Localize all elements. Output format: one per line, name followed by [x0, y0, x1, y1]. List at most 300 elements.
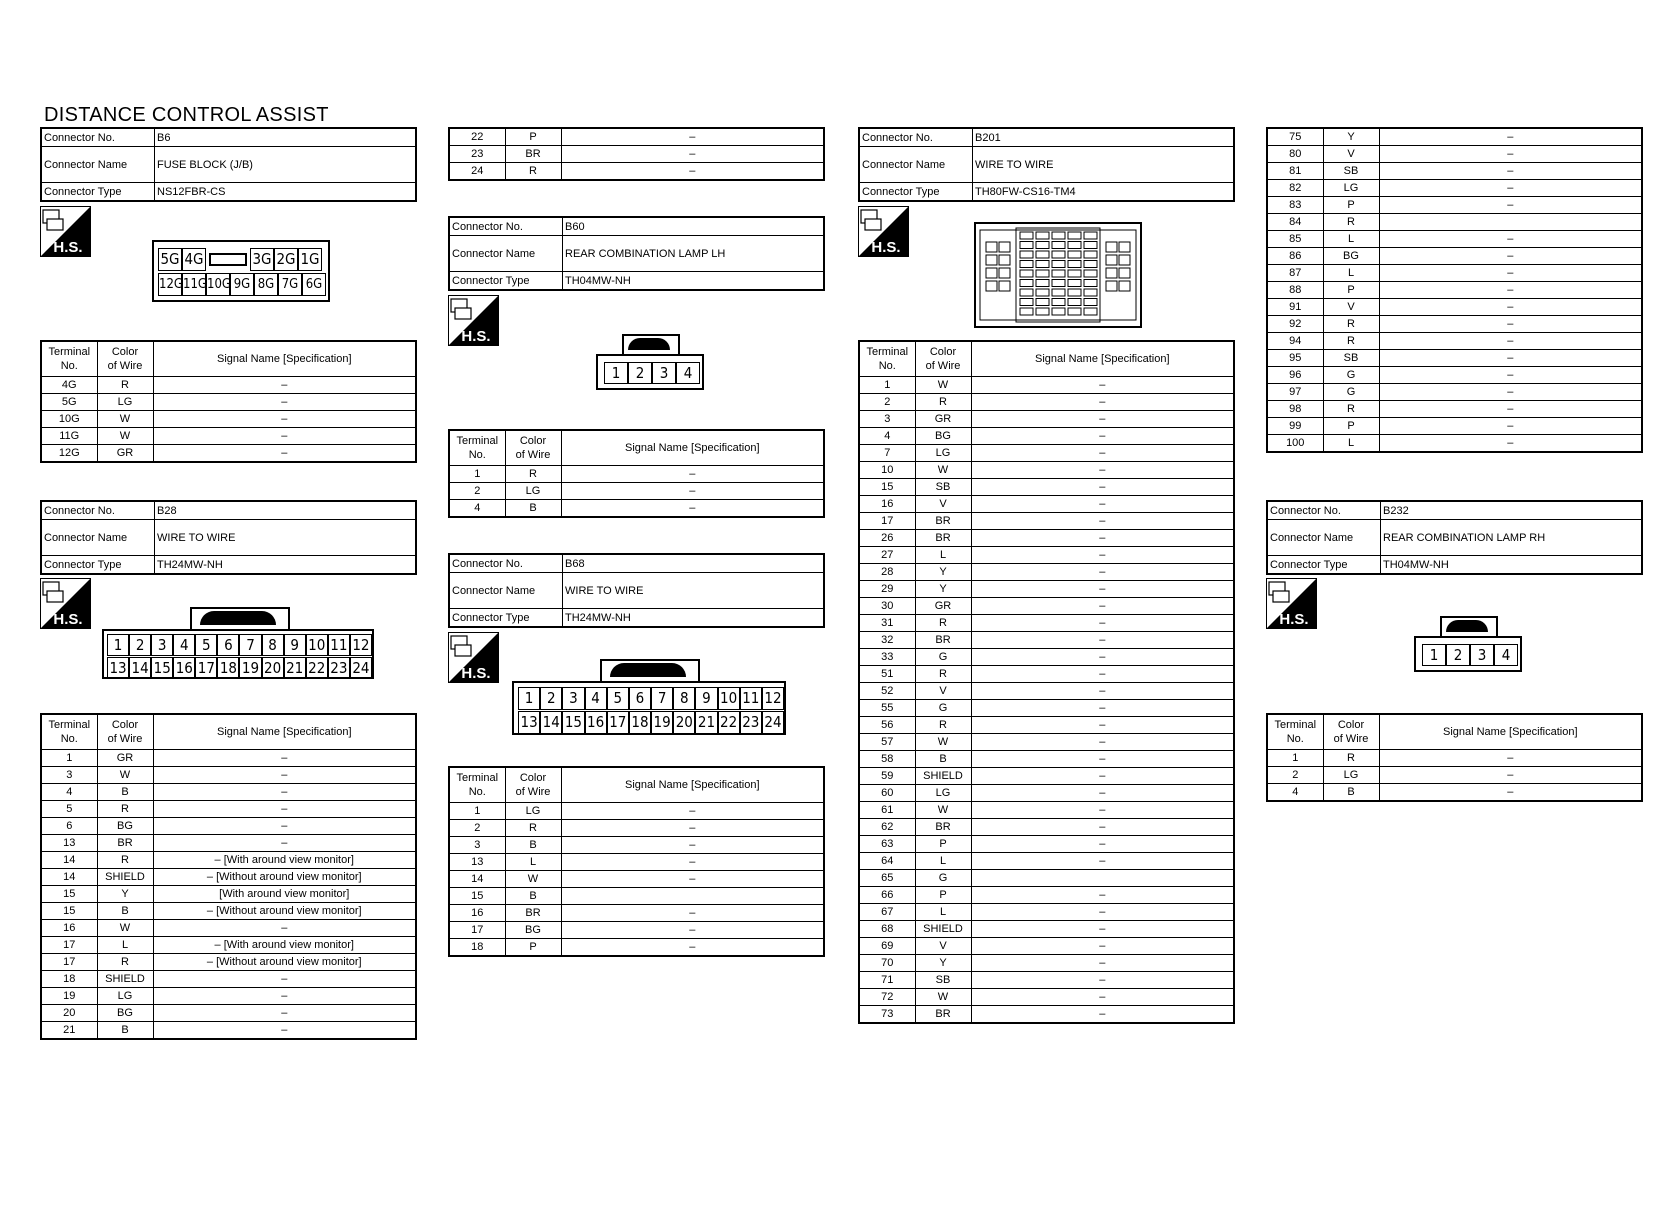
table-row	[449, 128, 824, 146]
color-cell: P	[1323, 282, 1379, 299]
header-color-line2: of Wire	[107, 733, 143, 745]
table-row	[1267, 265, 1642, 282]
signal-cell: –	[1379, 767, 1642, 784]
connector-cavity	[986, 281, 997, 291]
color-cell: Y	[915, 955, 971, 972]
harness-side-label: H.S.	[1279, 611, 1309, 628]
table-row	[1267, 248, 1642, 265]
connector-key-slot	[209, 253, 247, 266]
table-row	[41, 428, 416, 445]
table-row	[41, 445, 416, 463]
signal-cell: –	[153, 428, 416, 445]
connector-pin: 7	[651, 687, 673, 710]
signal-cell: –	[971, 598, 1234, 615]
table-row	[859, 462, 1234, 479]
table-row	[449, 803, 824, 820]
color-cell: B	[97, 903, 153, 920]
table-row	[1267, 128, 1642, 146]
connector-pin: 4	[173, 634, 195, 656]
header-color	[505, 430, 561, 466]
color-cell: BR	[915, 513, 971, 530]
terminal-cell: 86	[1267, 248, 1323, 265]
terminal-cell: 71	[859, 972, 915, 989]
connector-pin: 1	[107, 634, 129, 656]
terminal-cell: 69	[859, 938, 915, 955]
terminal-cell: 5	[41, 801, 97, 818]
terminal-table-b201-continued	[1266, 127, 1643, 453]
connector-pin: 8	[673, 687, 695, 710]
connector-cavity	[1052, 308, 1065, 315]
table-row	[859, 394, 1234, 411]
connector-info-b201	[858, 127, 1235, 202]
terminal-cell: 27	[859, 547, 915, 564]
connector-pin: 18	[217, 657, 239, 679]
table-row	[1267, 333, 1642, 350]
connector-pin: 6G	[302, 273, 326, 296]
connector-no: B232	[1381, 501, 1643, 520]
terminal-cell: 23	[449, 146, 505, 163]
table-row	[41, 1005, 416, 1022]
connector-pin: 14	[540, 711, 562, 734]
header-terminal	[449, 430, 505, 466]
terminal-cell: 10G	[41, 411, 97, 428]
table-row	[1267, 367, 1642, 384]
color-cell: B	[97, 1022, 153, 1040]
terminal-table-b60	[448, 429, 825, 518]
table-row	[859, 411, 1234, 428]
color-cell: R	[97, 801, 153, 818]
table-row	[449, 500, 824, 518]
label-connector-name: Connector Name	[449, 236, 563, 272]
connector-no: B6	[155, 128, 417, 147]
connector-pin: 10G	[206, 273, 230, 296]
connector-cavity	[1020, 308, 1033, 315]
color-cell: R	[505, 466, 561, 483]
table-row	[859, 581, 1234, 598]
signal-cell: –	[153, 818, 416, 835]
color-cell: W	[915, 802, 971, 819]
signal-cell	[1379, 214, 1642, 231]
color-cell: SB	[1323, 163, 1379, 180]
header-terminal-line1: Terminal	[48, 346, 91, 358]
harness-side-icon	[40, 578, 91, 629]
terminal-cell: 3	[41, 767, 97, 784]
connector-cavity	[1052, 261, 1065, 268]
connector-cavity	[1106, 255, 1117, 265]
signal-cell: –	[971, 462, 1234, 479]
table-row	[449, 905, 824, 922]
connector-cavity	[1084, 299, 1097, 306]
connector-cavity	[1020, 232, 1033, 239]
connector-cavity	[1068, 232, 1081, 239]
terminal-cell: 3	[859, 411, 915, 428]
signal-cell: – [Without around view monitor]	[153, 954, 416, 971]
terminal-cell: 98	[1267, 401, 1323, 418]
signal-cell: –	[971, 428, 1234, 445]
terminal-cell: 87	[1267, 265, 1323, 282]
harness-side-label: H.S.	[53, 239, 83, 256]
table-row	[859, 649, 1234, 666]
header-color-line1: Color	[929, 346, 957, 358]
connector-pin: 14	[129, 657, 151, 679]
terminal-cell: 1	[859, 377, 915, 394]
table-row	[859, 734, 1234, 751]
color-cell: W	[97, 767, 153, 784]
signal-cell: –	[971, 632, 1234, 649]
connector-name: FUSE BLOCK (J/B)	[155, 147, 417, 183]
table-header-row	[859, 341, 1234, 377]
color-cell: GR	[915, 598, 971, 615]
connector-pin: 3G	[250, 248, 274, 271]
color-cell: P	[505, 939, 561, 957]
terminal-cell: 4	[449, 500, 505, 518]
table-row	[859, 513, 1234, 530]
terminal-cell: 22	[449, 128, 505, 146]
terminal-cell: 28	[859, 564, 915, 581]
table-row	[859, 700, 1234, 717]
signal-cell: –	[1379, 418, 1642, 435]
color-cell: V	[1323, 299, 1379, 316]
signal-cell: –	[1379, 401, 1642, 418]
header-terminal	[41, 714, 97, 750]
connector-cavity	[999, 281, 1010, 291]
color-cell: R	[1323, 316, 1379, 333]
signal-cell: –	[153, 920, 416, 937]
color-cell: Y	[97, 886, 153, 903]
table-row	[859, 615, 1234, 632]
table-row	[41, 784, 416, 801]
color-cell: R	[97, 954, 153, 971]
table-row	[1267, 316, 1642, 333]
connector-cavity	[1020, 242, 1033, 249]
connector-info-b232	[1266, 500, 1643, 575]
label-connector-no: Connector No.	[449, 554, 563, 573]
header-terminal-line2: No.	[1286, 733, 1304, 745]
table-row	[859, 921, 1234, 938]
connector-cavity	[1036, 299, 1049, 306]
connector-cavity	[1106, 242, 1117, 252]
color-cell: L	[915, 547, 971, 564]
color-cell: W	[97, 428, 153, 445]
terminal-cell: 4	[41, 784, 97, 801]
signal-cell: –	[971, 700, 1234, 717]
signal-cell: –	[971, 972, 1234, 989]
terminal-cell: 55	[859, 700, 915, 717]
color-cell: P	[915, 887, 971, 904]
terminal-cell: 26	[859, 530, 915, 547]
color-cell: SB	[915, 972, 971, 989]
color-cell: B	[97, 784, 153, 801]
signal-cell: –	[1379, 248, 1642, 265]
connector-cavity	[1119, 242, 1130, 252]
terminal-cell: 52	[859, 683, 915, 700]
connector-housing	[980, 230, 1136, 320]
signal-cell: – [Without around view monitor]	[153, 869, 416, 886]
connector-no: B60	[563, 217, 825, 236]
connector-cavity	[1036, 232, 1049, 239]
color-cell: SHIELD	[97, 869, 153, 886]
table-row	[859, 972, 1234, 989]
signal-cell: –	[153, 750, 416, 767]
connector-type: TH80FW-CS16-TM4	[973, 183, 1235, 202]
connector-face-b201	[974, 222, 1142, 328]
terminal-cell: 59	[859, 768, 915, 785]
header-terminal-line2: No.	[468, 449, 486, 461]
table-row	[41, 394, 416, 411]
terminal-cell: 82	[1267, 180, 1323, 197]
color-cell: LG	[505, 483, 561, 500]
color-cell: LG	[97, 394, 153, 411]
signal-cell: –	[561, 837, 824, 854]
harness-side-label: H.S.	[461, 328, 491, 345]
connector-pin: 2	[540, 687, 562, 710]
terminal-cell: 18	[449, 939, 505, 957]
label-connector-name: Connector Name	[1267, 520, 1381, 556]
table-row	[41, 377, 416, 394]
terminal-cell: 1	[449, 803, 505, 820]
color-cell: R	[915, 394, 971, 411]
connector-cavity	[1084, 251, 1097, 258]
terminal-cell: 2	[1267, 767, 1323, 784]
signal-cell: –	[971, 836, 1234, 853]
signal-cell: –	[971, 1006, 1234, 1024]
terminal-cell: 16	[41, 920, 97, 937]
header-terminal-line1: Terminal	[456, 772, 499, 784]
signal-cell: –	[561, 871, 824, 888]
connector-name: REAR COMBINATION LAMP RH	[1381, 520, 1643, 556]
terminal-cell: 31	[859, 615, 915, 632]
connector-pin: 4	[676, 362, 700, 384]
signal-cell: –	[561, 922, 824, 939]
terminal-cell: 20	[41, 1005, 97, 1022]
table-row	[859, 717, 1234, 734]
table-row	[449, 888, 824, 905]
table-row	[449, 466, 824, 483]
terminal-cell: 95	[1267, 350, 1323, 367]
signal-cell: –	[1379, 299, 1642, 316]
color-cell: B	[505, 500, 561, 518]
connector-cavity	[1052, 280, 1065, 287]
table-row	[1267, 163, 1642, 180]
color-cell: P	[505, 128, 561, 146]
table-row	[859, 632, 1234, 649]
table-row	[859, 751, 1234, 768]
color-cell: P	[1323, 197, 1379, 214]
signal-cell: –	[1379, 784, 1642, 802]
terminal-cell: 85	[1267, 231, 1323, 248]
color-cell: LG	[1323, 767, 1379, 784]
signal-cell: –	[971, 581, 1234, 598]
table-row	[41, 954, 416, 971]
harness-side-icon	[1266, 578, 1317, 629]
table-row	[41, 971, 416, 988]
signal-cell: –	[971, 802, 1234, 819]
signal-cell: –	[971, 768, 1234, 785]
connector-pin: 3	[652, 362, 676, 384]
signal-cell: –	[153, 411, 416, 428]
table-row	[859, 870, 1234, 887]
connector-pin: 19	[239, 657, 261, 679]
color-cell: W	[505, 871, 561, 888]
color-cell: L	[97, 937, 153, 954]
table-row	[449, 146, 824, 163]
connector-cavity	[999, 242, 1010, 252]
connector-info-b60	[448, 216, 825, 291]
table-row	[859, 530, 1234, 547]
signal-cell: –	[971, 411, 1234, 428]
terminal-table-b68	[448, 766, 825, 957]
signal-cell: –	[971, 921, 1234, 938]
table-row	[1267, 180, 1642, 197]
harness-side-icon	[448, 632, 499, 683]
signal-cell: –	[971, 615, 1234, 632]
color-cell: GR	[915, 411, 971, 428]
header-signal: Signal Name [Specification]	[561, 430, 824, 466]
table-row	[859, 955, 1234, 972]
signal-cell: –	[1379, 197, 1642, 214]
terminal-cell: 7	[859, 445, 915, 462]
terminal-table-b28	[40, 713, 417, 1040]
table-row	[41, 835, 416, 852]
color-cell: R	[505, 163, 561, 181]
terminal-cell: 12G	[41, 445, 97, 463]
signal-cell: –	[971, 547, 1234, 564]
connector-pin: 1	[518, 687, 540, 710]
table-row	[859, 904, 1234, 921]
table-row	[859, 989, 1234, 1006]
signal-cell: –	[971, 904, 1234, 921]
connector-face-b60	[596, 334, 706, 392]
terminal-cell: 57	[859, 734, 915, 751]
signal-cell: –	[1379, 146, 1642, 163]
signal-cell: –	[1379, 128, 1642, 146]
color-cell: W	[915, 462, 971, 479]
label-connector-type: Connector Type	[41, 183, 155, 202]
connector-cavity	[1106, 281, 1117, 291]
table-row	[449, 939, 824, 957]
harness-side-icon	[448, 295, 499, 346]
table-row	[859, 768, 1234, 785]
connector-cavity	[986, 242, 997, 252]
label-connector-no: Connector No.	[449, 217, 563, 236]
table-row	[1267, 750, 1642, 767]
connector-cavity	[1106, 268, 1117, 278]
connector-pin	[206, 248, 250, 269]
signal-cell: –	[971, 513, 1234, 530]
connector-cavity	[1036, 289, 1049, 296]
connector-cavity	[999, 268, 1010, 278]
header-terminal-line1: Terminal	[866, 346, 909, 358]
signal-cell: –	[971, 887, 1234, 904]
signal-cell: –	[153, 377, 416, 394]
table-row	[41, 886, 416, 903]
table-row	[41, 801, 416, 818]
header-terminal-line2: No.	[60, 360, 78, 372]
connector-pin: 10	[306, 634, 328, 656]
signal-cell: –	[1379, 316, 1642, 333]
terminal-cell: 19	[41, 988, 97, 1005]
terminal-cell: 14	[41, 852, 97, 869]
connector-pin: 3	[151, 634, 173, 656]
color-cell: W	[915, 989, 971, 1006]
harness-side-label: H.S.	[53, 611, 83, 628]
color-cell: LG	[97, 988, 153, 1005]
connector-pin: 13	[518, 711, 540, 734]
table-row	[859, 1006, 1234, 1024]
terminal-cell: 70	[859, 955, 915, 972]
connector-cavity	[1020, 299, 1033, 306]
connector-pin: 18	[629, 711, 651, 734]
connector-name: WIRE TO WIRE	[155, 520, 417, 556]
label-connector-name: Connector Name	[41, 520, 155, 556]
color-cell: R	[1323, 401, 1379, 418]
terminal-cell: 15	[41, 886, 97, 903]
terminal-cell: 67	[859, 904, 915, 921]
connector-info-b68	[448, 553, 825, 628]
color-cell: GR	[97, 445, 153, 463]
signal-cell: –	[561, 854, 824, 871]
connector-cavity	[1036, 242, 1049, 249]
harness-side-icon	[40, 206, 91, 257]
color-cell: P	[1323, 418, 1379, 435]
connector-pin: 6	[217, 634, 239, 656]
connector-cavity	[986, 255, 997, 265]
label-connector-type: Connector Type	[41, 556, 155, 575]
color-cell: B	[505, 837, 561, 854]
terminal-table-b201	[858, 340, 1235, 1024]
connector-pin: 22	[306, 657, 328, 679]
signal-cell: –	[1379, 384, 1642, 401]
harness-side-icon	[858, 206, 909, 257]
table-row	[1267, 197, 1642, 214]
header-color	[97, 714, 153, 750]
color-cell: B	[505, 888, 561, 905]
table-row	[1267, 231, 1642, 248]
connector-pin: 13	[107, 657, 129, 679]
connector-cavity	[1036, 251, 1049, 258]
connector-pin: 4	[585, 687, 607, 710]
color-cell: SHIELD	[915, 768, 971, 785]
table-row	[449, 820, 824, 837]
table-row	[41, 767, 416, 784]
table-row	[41, 1022, 416, 1040]
signal-cell: –	[561, 466, 824, 483]
connector-pin: 5	[195, 634, 217, 656]
signal-cell: –	[1379, 350, 1642, 367]
terminal-cell: 65	[859, 870, 915, 887]
signal-cell: –	[153, 767, 416, 784]
connector-pin: 3	[1470, 644, 1494, 666]
connector-cavity	[1052, 270, 1065, 277]
header-color-line1: Color	[111, 346, 139, 358]
header-color-line2: of Wire	[1333, 733, 1369, 745]
header-terminal	[41, 341, 97, 377]
connector-pin: 5	[607, 687, 629, 710]
terminal-table-b28-continued	[448, 127, 825, 181]
color-cell: R	[1323, 214, 1379, 231]
terminal-cell: 4G	[41, 377, 97, 394]
terminal-cell: 3	[449, 837, 505, 854]
signal-cell: –	[1379, 163, 1642, 180]
terminal-cell: 61	[859, 802, 915, 819]
connector-type: TH04MW-NH	[1381, 556, 1643, 575]
table-row	[859, 598, 1234, 615]
terminal-cell: 4	[859, 428, 915, 445]
table-header-row	[41, 341, 416, 377]
connector-pin: 6	[629, 687, 651, 710]
terminal-cell: 60	[859, 785, 915, 802]
color-cell: B	[1323, 784, 1379, 802]
